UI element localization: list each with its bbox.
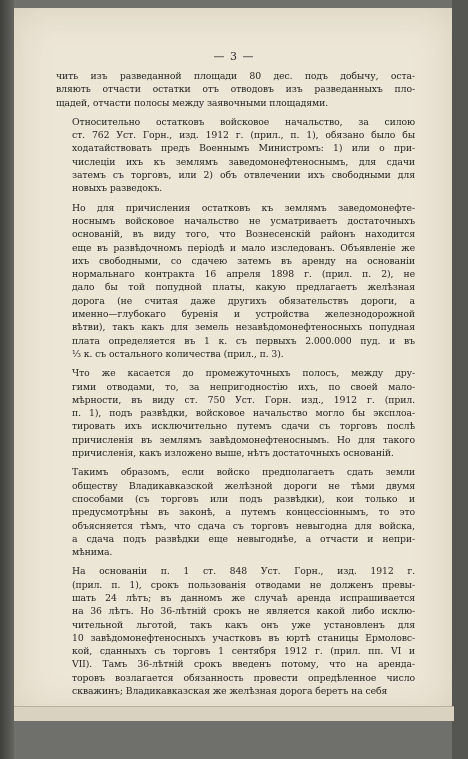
- text-line: кой, сданныхъ съ торговъ 1 сентября 1912 г. (прил. пп. VI и: [72, 646, 415, 658]
- text-line: предусмотрѣны въ законѣ, а путемъ концессіоннымъ, то это: [72, 507, 415, 519]
- paragraph: [56, 70, 415, 110]
- text-line: дорога (не считая даже другихъ обязательствъ дороги, а: [72, 295, 415, 307]
- page-lower-edge: [14, 706, 454, 721]
- text-line: ⅓ к. съ остального количества (прил., п. 3).: [72, 348, 284, 360]
- text-line: носнымъ войсковое начальство не усматриваетъ достаточныхъ: [72, 215, 415, 227]
- paragraph: [56, 116, 415, 196]
- text-line: Относительно остатковъ войсковое начальство, за силою: [72, 116, 415, 128]
- body-text: [56, 70, 415, 704]
- text-line: обществу Владикавказской желѣзной дороги не тѣми двумя: [72, 480, 415, 492]
- text-line: VII). Тамъ 36-лѣтній срокъ введенъ потому, что на аренда-: [72, 659, 415, 671]
- text-line: новыхъ разведокъ.: [72, 183, 163, 195]
- text-line: нормальнаго контракта 16 апреля 1898 г. (прил. п. 2), не: [72, 269, 415, 281]
- text-line: Но для причисления остатковъ къ землямъ заведомонефте-: [72, 202, 415, 214]
- text-line: а сдача подъ развѣдки еще невыгоднѣе, а отчасти и непри-: [72, 533, 415, 545]
- scan-background: [452, 0, 468, 759]
- paragraph: [56, 202, 415, 362]
- text-line: мѣнима.: [72, 547, 113, 559]
- text-line: именно—глубокаго буренія и устройства железнодорожной: [72, 309, 415, 321]
- text-line: мѣрности, въ виду ст. 750 Уст. Горн. изд., 1912 г. (прил.: [72, 394, 415, 406]
- paragraph: [56, 367, 415, 460]
- text-line: чить изъ разведанной площади 80 дес. подъ добычу, оста-: [56, 71, 415, 82]
- text-line: ходатайствовать предъ Военнымъ Министромъ: 1) или о при-: [72, 143, 415, 155]
- page-number: — 3 —: [213, 50, 255, 63]
- text-line: гими отводами, то, за непригодностію ихъ, по своей мало-: [72, 381, 415, 393]
- text-line: на 36 лѣтъ. Но 36-лѣтній срокъ не является какой либо исклю-: [72, 606, 415, 618]
- text-line: щадей, отчасти полосы между заявочными площадями.: [56, 97, 329, 109]
- text-line: причисленія въ землямъ завѣдомонефтеноснымъ. Но для такого: [72, 434, 415, 446]
- text-line: причисленія, какъ изложено выше, нѣтъ достаточныхъ основаній.: [72, 448, 394, 460]
- text-line: Такимъ образомъ, если войско предполагаетъ сдать земли: [72, 467, 415, 479]
- paragraph: [56, 565, 415, 698]
- text-line: чительной льготой, такъ какъ онъ уже установленъ для: [72, 619, 415, 631]
- text-line: шать 24 лѣтъ; въ данномъ же случаѣ аренда испрашивается: [72, 592, 415, 604]
- paragraph: [56, 466, 415, 559]
- text-line: (прил. п. 1), срокъ пользованія отводами не долженъ превы-: [72, 579, 415, 591]
- text-line: вляють отчасти остатки отъ отводовъ изъ разведанныхъ пло-: [56, 84, 415, 96]
- text-line: вѣтви), такъ какъ для земель незавѣдомонефтеносныхъ попудная: [72, 322, 415, 334]
- text-line: способами (съ торговъ или подъ развѣдки), кои только и: [72, 493, 415, 505]
- text-line: ихъ свободными, со сдачею затемъ въ аренду на основаніи: [72, 255, 415, 267]
- text-line: основаній, въ виду того, что Вознесенскій районъ находится: [72, 229, 415, 241]
- text-line: плата определяется въ 1 к. съ первыхъ 2.000.000 пуд. и въ: [72, 335, 415, 347]
- text-line: объясняется тѣмъ, что сдача съ торговъ невыгодна для войска,: [72, 520, 415, 532]
- text-line: скважинъ; Владикавказская же желѣзная дорога беретъ на себя: [72, 686, 388, 698]
- text-line: На основаніи п. 1 ст. 848 Уст. Горн., изд. 1912 г.: [72, 566, 415, 578]
- text-line: тировать ихъ исключительно путемъ сдачи съ торговъ послѣ: [72, 421, 415, 433]
- text-line: ст. 762 Уст. Горн., изд. 1912 г. (прил., п. 1), обязано было бы: [72, 130, 415, 142]
- text-line: затемъ съ торговъ, или 2) объ отвлечении ихъ свободными для: [72, 170, 415, 182]
- text-line: торовъ возлагается обязанность провести опредѣленное число: [72, 672, 415, 684]
- text-line: Что же касается до промежуточныхъ полосъ, между дру-: [72, 368, 415, 380]
- text-line: еще въ развѣдочномъ періодѣ и мало изследованъ. Объявленіе же: [72, 242, 415, 254]
- book-spine: [0, 0, 14, 759]
- text-line: п. 1), подъ развѣдки, войсковое начальство могло бы эксплоа-: [72, 408, 415, 420]
- text-line: числеціи ихъ къ землямъ заведомонефтеноснымъ, для сдачи: [72, 156, 415, 168]
- text-line: 10 завѣдомонефтеносныхъ участковъ въ юртѣ станицы Ермоловс-: [72, 632, 415, 644]
- text-line: дало бы той попудной платы, какую предлагаетъ желѣзная: [72, 282, 415, 294]
